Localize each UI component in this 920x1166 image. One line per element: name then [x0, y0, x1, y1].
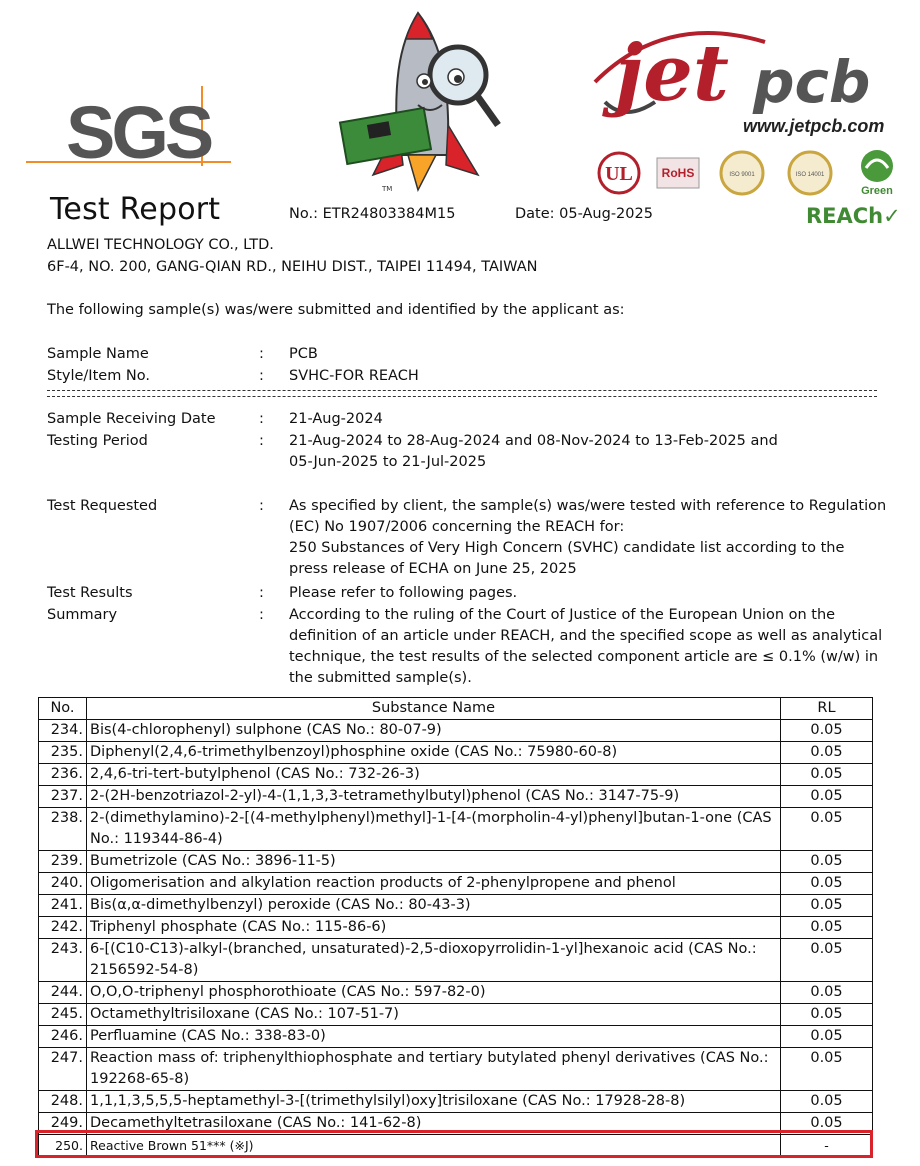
table-row [39, 1026, 873, 1048]
colon: : [259, 498, 264, 514]
table-row [39, 720, 873, 742]
jetpcb-logo [585, 22, 900, 140]
table-row [39, 982, 873, 1004]
rl-value: 0.05 [781, 1091, 873, 1113]
jetpcb-url: www.jetpcb.com [743, 116, 885, 136]
row-number: 250. [39, 1135, 87, 1157]
substance-name: Perfluamine (CAS No.: 338-83-0) [87, 1026, 781, 1048]
row-number: 247. [39, 1048, 87, 1091]
test-results-label: Test Results [47, 585, 133, 601]
table-row [39, 851, 873, 873]
row-number: 249. [39, 1113, 87, 1135]
substance-name: 2-(dimethylamino)-2-[(4-methylphenyl)methyl]-1-[4-(morpholin-4-yl)phenyl]butan-1-one (CAS No.: 119344-86-4) [87, 808, 781, 851]
table-row [39, 764, 873, 786]
substance-name: Decamethyltetrasiloxane (CAS No.: 141-62-8) [87, 1113, 781, 1135]
rl-value: 0.05 [781, 742, 873, 764]
test-requested-line1: As specified by client, the sample(s) was/were tested with reference to Regulation [289, 498, 887, 514]
test-requested-line4: press release of ECHA on June 25, 2025 [289, 561, 577, 577]
substance-name: Octamethyltrisiloxane (CAS No.: 107-51-7) [87, 1004, 781, 1026]
rl-value: 0.05 [781, 764, 873, 786]
svg-text:TM: TM [382, 185, 393, 193]
rl-value: 0.05 [781, 873, 873, 895]
rl-value: 0.05 [781, 851, 873, 873]
rl-value: 0.05 [781, 895, 873, 917]
row-number: 239. [39, 851, 87, 873]
applicant-address: 6F-4, NO. 200, GANG-QIAN RD., NEIHU DIST., TAIPEI 11494, TAIWAN [47, 259, 538, 275]
test-results-value: Please refer to following pages. [289, 585, 518, 601]
rl-value: 0.05 [781, 917, 873, 939]
summary-line4: the submitted sample(s). [289, 670, 472, 686]
substance-name: Bumetrizole (CAS No.: 3896-11-5) [87, 851, 781, 873]
row-number: 241. [39, 895, 87, 917]
testing-period-line2: 05-Jun-2025 to 21-Jul-2025 [289, 454, 487, 470]
sgs-logo [26, 86, 231, 166]
row-number: 244. [39, 982, 87, 1004]
substance-name: Oligomerisation and alkylation reaction products of 2-phenylpropene and phenol [87, 873, 781, 895]
table-row [39, 895, 873, 917]
green-cert-icon [854, 148, 900, 198]
summary-line2: definition of an article under REACH, and the specified scope as well as analytical [289, 628, 883, 644]
row-number: 235. [39, 742, 87, 764]
report-title: Test Report [50, 192, 221, 227]
row-number: 246. [39, 1026, 87, 1048]
header-rl: RL [781, 698, 873, 720]
substance-table [38, 697, 872, 1157]
ul-cert-icon [596, 148, 642, 198]
rl-value: 0.05 [781, 1026, 873, 1048]
table-row [39, 1091, 873, 1113]
row-number: 242. [39, 917, 87, 939]
table-row [39, 939, 873, 982]
substance-name: Reactive Brown 51*** (※J) [87, 1135, 781, 1157]
row-number: 236. [39, 764, 87, 786]
iso14001-cert-icon [786, 148, 834, 198]
rl-value: - [781, 1135, 873, 1157]
colon: : [259, 607, 264, 623]
rl-value: 0.05 [781, 808, 873, 851]
colon: : [259, 368, 264, 384]
substance-name: Bis(α,α-dimethylbenzyl) peroxide (CAS No.: 80-43-3) [87, 895, 781, 917]
colon: : [259, 411, 264, 427]
style-item-label: Style/Item No. [47, 368, 150, 384]
summary-label: Summary [47, 607, 118, 623]
substance-name: Bis(4-chlorophenyl) sulphone (CAS No.: 80-07-9) [87, 720, 781, 742]
row-number: 240. [39, 873, 87, 895]
reach-badge: REACh✓ [806, 204, 901, 228]
table-row [39, 873, 873, 895]
sample-name-value: PCB [289, 346, 318, 362]
highlight-box [35, 1130, 873, 1158]
jet-text: jet [615, 28, 729, 119]
header-substance-name: Substance Name [87, 698, 781, 720]
rl-value: 0.05 [781, 982, 873, 1004]
row-number: 238. [39, 808, 87, 851]
report-number: No.: ETR24803384M15 [289, 206, 456, 222]
substance-name: 2-(2H-benzotriazol-2-yl)-4-(1,1,3,3-tetramethylbutyl)phenol (CAS No.: 3147-75-9) [87, 786, 781, 808]
sgs-logo-text: SGS [66, 91, 211, 166]
colon: : [259, 433, 264, 449]
rohs-cert-icon [655, 148, 701, 198]
summary-line1: According to the ruling of the Court of Justice of the European Union on the [289, 607, 836, 623]
substance-name: 6-[(C10-C13)-alkyl-(branched, unsaturated)-2,5-dioxopyrrolidin-1-yl]hexanoic acid (CAS No.: 2156592-54-8) [87, 939, 781, 982]
iso9001-cert-icon [718, 148, 766, 198]
row-number: 248. [39, 1091, 87, 1113]
summary-line3: technique, the test results of the selected component article are ≤ 0.1% (w/w) in [289, 649, 879, 665]
row-number: 234. [39, 720, 87, 742]
test-requested-line3: 250 Substances of Very High Concern (SVHC) candidate list according to the [289, 540, 845, 556]
substance-name: O,O,O-triphenyl phosphorothioate (CAS No.: 597-82-0) [87, 982, 781, 1004]
sample-name-label: Sample Name [47, 346, 149, 362]
substance-name: Triphenyl phosphate (CAS No.: 115-86-6) [87, 917, 781, 939]
table-row [39, 917, 873, 939]
testing-period-label: Testing Period [47, 433, 148, 449]
colon: : [259, 585, 264, 601]
header-no: No. [39, 698, 87, 720]
applicant-company: ALLWEI TECHNOLOGY CO., LTD. [47, 237, 274, 253]
row-number: 245. [39, 1004, 87, 1026]
table-row [39, 1048, 873, 1091]
pcb-text: pcb [753, 48, 871, 116]
rl-value: 0.05 [781, 720, 873, 742]
double-dashed-separator [47, 390, 877, 397]
row-number: 243. [39, 939, 87, 982]
svg-text:UL: UL [605, 163, 633, 185]
svg-text:Green: Green [861, 185, 893, 197]
colon: : [259, 346, 264, 362]
table-header-row [39, 698, 873, 720]
row-number: 237. [39, 786, 87, 808]
svg-text:RoHS: RoHS [661, 166, 695, 180]
table-row [39, 742, 873, 764]
test-requested-line2: (EC) No 1907/2006 concerning the REACH for: [289, 519, 625, 535]
substance-name: Reaction mass of: triphenylthiophosphate and tertiary butylated phenyl derivatives (CAS No.: 192268-65-8) [87, 1048, 781, 1091]
rl-value: 0.05 [781, 939, 873, 982]
rl-value: 0.05 [781, 1113, 873, 1135]
receiving-date-value: 21-Aug-2024 [289, 411, 383, 427]
table-row [39, 808, 873, 851]
test-requested-label: Test Requested [47, 498, 158, 514]
table-row [39, 786, 873, 808]
svg-text:ISO 9001: ISO 9001 [729, 172, 755, 178]
testing-period-line1: 21-Aug-2024 to 28-Aug-2024 and 08-Nov-2024 to 13-Feb-2025 and [289, 433, 778, 449]
substance-name: 2,4,6-tri-tert-butylphenol (CAS No.: 732-26-3) [87, 764, 781, 786]
intro-text: The following sample(s) was/were submitted and identified by the applicant as: [47, 302, 625, 318]
receiving-date-label: Sample Receiving Date [47, 411, 216, 427]
style-item-value: SVHC-FOR REACH [289, 368, 419, 384]
table-row [39, 1004, 873, 1026]
substance-name: 1,1,1,3,5,5,5-heptamethyl-3-[(trimethylsilyl)oxy]trisiloxane (CAS No.: 17928-28-8) [87, 1091, 781, 1113]
rl-value: 0.05 [781, 786, 873, 808]
svg-text:ISO 14001: ISO 14001 [795, 172, 825, 178]
substance-name: Diphenyl(2,4,6-trimethylbenzoyl)phosphine oxide (CAS No.: 75980-60-8) [87, 742, 781, 764]
rocket-mascot-illustration [338, 5, 518, 195]
rl-value: 0.05 [781, 1004, 873, 1026]
report-date: Date: 05-Aug-2025 [515, 206, 653, 222]
rl-value: 0.05 [781, 1048, 873, 1091]
